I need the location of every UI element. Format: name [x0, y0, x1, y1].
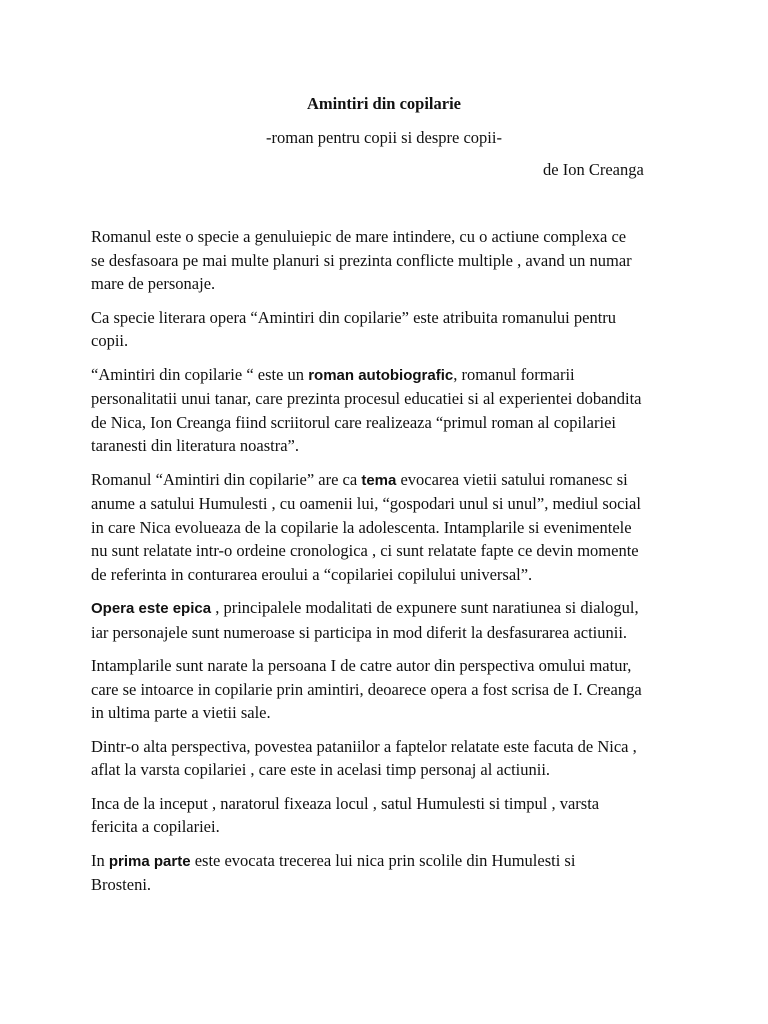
paragraph-8: [91, 792, 686, 839]
text-line: care se intoarce in copilarie prin amintiri, deoarece opera a fost scrisa de I. Creanga: [91, 679, 642, 699]
document-subtitle: -roman pentru copii si despre copii-: [266, 128, 502, 147]
text-run: “Amintiri din copilarie “ este un: [91, 364, 309, 384]
document-title: Amintiri din copilarie: [307, 94, 461, 113]
text-run: In: [91, 850, 109, 870]
paragraph-6: [91, 654, 686, 725]
text-run: , romanul formarii: [453, 364, 575, 384]
bold-phrase: tema: [361, 471, 397, 489]
document-body: [91, 225, 686, 907]
text-line: taranesti din literatura noastra”.: [91, 436, 299, 455]
text-line: mare de personaje.: [91, 274, 216, 293]
text-line: in ultima parte a vietii sale.: [91, 703, 271, 722]
paragraph-7: [91, 735, 686, 782]
text-line: aflat la varsta copilariei , care este in acelasi timp personaj al actiunii.: [91, 760, 551, 779]
paragraph-2: [91, 306, 686, 353]
text-line: [91, 851, 575, 870]
paragraph-5: [91, 596, 686, 644]
bold-phrase: roman autobiografic: [308, 366, 454, 384]
text-line: [91, 365, 575, 384]
text-run: este evocata trecerea lui nica prin scolile din Humulesti si: [190, 850, 576, 870]
text-line: iar personajele sunt numeroase si participa in mod diferit la desfasurarea actiunii.: [91, 622, 628, 642]
text-line: Dintr-o alta perspectiva, povestea pataniilor a faptelor relatate este facuta de Nica ,: [91, 736, 637, 756]
text-line: Brosteni.: [91, 875, 152, 894]
text-line: anume a satului Humulesti , cu oamenii lui, “gospodari unul si unul”, mediul social: [91, 494, 641, 513]
text-run: , principalele modalitati de expunere sunt naratiunea si dialogul,: [211, 598, 639, 617]
text-line: se desfasoara pe mai multe planuri si prezinta conflicte multiple , avand un numar: [91, 250, 632, 270]
text-line: de Nica, Ion Creanga fiind scriitorul care realizeaza “primul roman al copilariei: [91, 412, 616, 432]
text-line: Intamplarile sunt narate la persoana I de catre autor din perspectiva omului matur,: [91, 656, 632, 675]
text-line: copii.: [91, 331, 129, 350]
text-run: evocarea vietii satului romanesc si: [396, 469, 628, 489]
text-line: de referinta in conturarea eroului a “copilariei copilului universal”.: [91, 564, 533, 584]
paragraph-4: [91, 468, 686, 587]
text-line: Inca de la inceput , naratorul fixeaza locul , satul Humulesti si timpul , varsta: [91, 793, 600, 813]
text-line: fericita a copilariei.: [91, 817, 220, 836]
text-line: in care Nica evolueaza de la copilarie la adolescenta. Intamplarile si evenimentele: [91, 517, 632, 537]
text-line: [91, 598, 639, 617]
text-line: [91, 470, 628, 489]
document-author: de Ion Creanga: [543, 160, 644, 179]
paragraph-9: [91, 849, 686, 897]
text-line: Romanul este o specie a genuluiepic de mare intindere, cu o actiune complexa ce: [91, 227, 627, 246]
text-line: personalitatii unui tanar, care prezinta procesul educatiei si al experientei dobandita: [91, 389, 642, 408]
text-line: Ca specie literara opera “Amintiri din copilarie” este atribuita romanului pentru: [91, 307, 617, 327]
text-line: nu sunt relatate intr-o ordeine cronologica , ci sunt relatate fapte ce devin momente: [91, 541, 639, 560]
bold-phrase: prima parte: [108, 852, 191, 870]
paragraph-3: [91, 363, 686, 458]
bold-phrase: Opera este epica: [91, 600, 212, 617]
paragraph-1: [91, 225, 686, 296]
text-run: Romanul “Amintiri din copilarie” are ca: [91, 469, 362, 489]
